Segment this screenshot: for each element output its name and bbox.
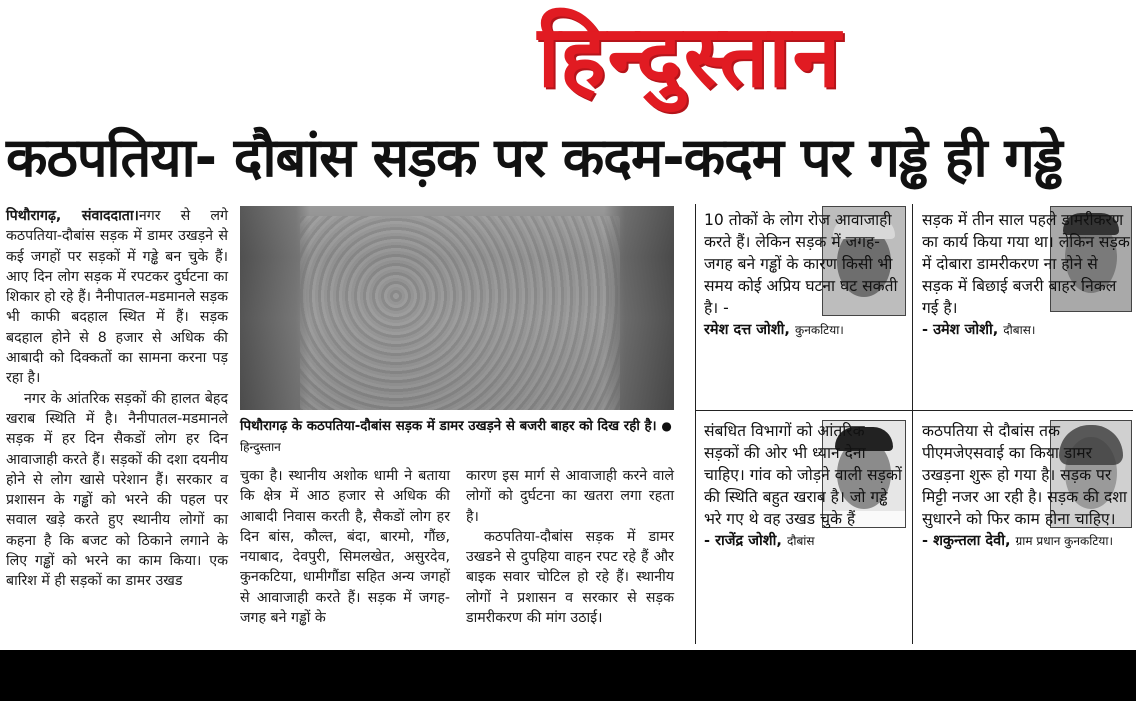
roadside-vegetation [604,206,674,410]
gravel-road-image [300,216,620,410]
quote-box-1 [704,209,904,341]
newspaper-masthead-logo: हिन्दुस्तान [537,7,843,107]
quote-signature [922,530,1130,552]
roadside-vegetation [240,206,310,410]
quote-text: 10 तोकों के लोग रोज आवाजाही करते हैं। लेकिन सड़क में जगह-जगह बने गड्ढों के कारण किसी भी समय कोई अप्रिय घटना घट सकती है। - [704,211,898,317]
quote-box-2 [922,209,1130,341]
article-paragraph: नगर के आंतरिक सड़कों की हालत बेहद खराब स्थिति में है। नैनीपातल-मडमानले सड़क में हर दिन सैकडों लोग हर दिन आवाजाही करते हैं। सड़कों की दशा दयनीय होने से लोग खासे परेशान हैं। सरकार व प्रशासन के गड्ढों को भरने की पहल पर सवाल खड़े करते हुए स्थानीय लोगों का कहना है कि बजट को ठिकाने लगाने के लिए गड्ढों को भरने का काम किया। एक बारिश में ही सड़कों का डामर उखड [6,390,228,590]
column-divider [695,204,696,644]
quote-signature [704,530,904,552]
quote-name: - शकुन्तला देवी, [922,533,1011,549]
quote-text: कठपतिया से दौबांस तक पीएमजेएसवाई का किया डामर उखड़ना शुरू हो गया है। सड़क पर मिट्टी नजर आ रही है। सड़क की दशा सुधारने को फिर काम होना चाहिए। [922,422,1127,528]
road-photo [240,206,674,410]
quote-signature [922,319,1130,341]
quote-place: कुनकटिया। [794,323,844,337]
article-paragraph: चुका है। स्थानीय अशोक धामी ने बताया कि क्षेत्र में आठ हजार से अधिक की आबादी निवास करती है, सैकडों लोग हर दिन बांस, कौल्त, बंदा, बारमो, गौंछ, नयाबाद, देवपुरी, सिमलखेत, असुरदेव, कुनकटिया, धामीगौंडा सहित अन्य जगहों से आवाजाही करते हैं। सड़क में जगह-जगह बने गड्ढों के [240,468,450,627]
quote-name: रमेश दत्त जोशी, [704,322,790,338]
quote-place: ग्राम प्रधान कुनकटिया। [1015,534,1114,548]
quote-place: दौबास। [1003,323,1036,337]
article-byline: पिथौरागढ़, संवाददाता। [6,208,139,224]
photo-credit: ● हिन्दुस्तान [240,419,672,454]
bottom-black-border [0,650,1136,701]
quote-signature [704,319,904,341]
article-column-3 [466,466,674,628]
column-divider [912,204,913,644]
quote-name: - राजेंद्र जोशी, [704,533,782,549]
article-paragraph: नगर से लगे कठपतिया-दौबांस सड़क में डामर उखड़ने से कई जगहों पर सड़कों में गड्ढे बन चुके हैं। आए दिन लोग सड़क में रपटकर दुर्घटना का शिकार हो रहे हैं। नैनीपातल-मडमानले सड़क भी काफी बदहाल स्थित में हैं। सड़क बदहाल होने से 8 हजार से अधिक की आबादी को दिक्कतों का सामना करना पड़ रहा है। [6,208,228,387]
quote-name: - उमेश जोशी, [922,322,999,338]
article-headline: कठपतिया- दौबांस सड़क पर कदम-कदम पर गड्ढे ही गड्ढे [6,126,1063,189]
quote-box-4 [922,420,1130,552]
row-divider [695,410,1133,411]
article-column-2 [240,466,450,628]
article-paragraph: कारण इस मार्ग से आवाजाही करने वाले लोगों को दुर्घटना का खतरा लगा रहता है। [466,468,674,525]
photo-caption [240,416,674,458]
quote-place: दौबांस [786,534,815,548]
quote-box-3 [704,420,904,552]
article-column-1 [6,206,228,592]
article-paragraph: कठपतिया-दौबांस सड़क में डामर उखडने से दुपहिया वाहन रपट रहे हैं और बाइक सवार चोटिल हो रहे हैं। स्थानीय लोगों ने प्रशासन व सरकार से सड़क डामरीकरण की मांग उठाई। [466,528,674,627]
quote-text: सड़क में तीन साल पहले डामरीकरण का कार्य किया गया था। लेकिन सड़क में दोबारा डामरीकरण ना होने से सड़क में बिछाई बजरी बाहर निकल गई है। [922,211,1130,317]
photo-caption-text: पिथौरागढ़ के कठपतिया-दौबांस सड़क में डामर उखड़ने से बजरी बाहर को दिख रही है। [240,419,657,434]
quote-text: संबधित विभागों को आंतरिक सड़कों की ओर भी ध्यान देना चाहिए। गांव को जोड़ने वाली सड़कों की स्थिति बहुत खराब है। जो गड्ढे भरे गए थे वह उखड चुके हैं [704,422,902,528]
